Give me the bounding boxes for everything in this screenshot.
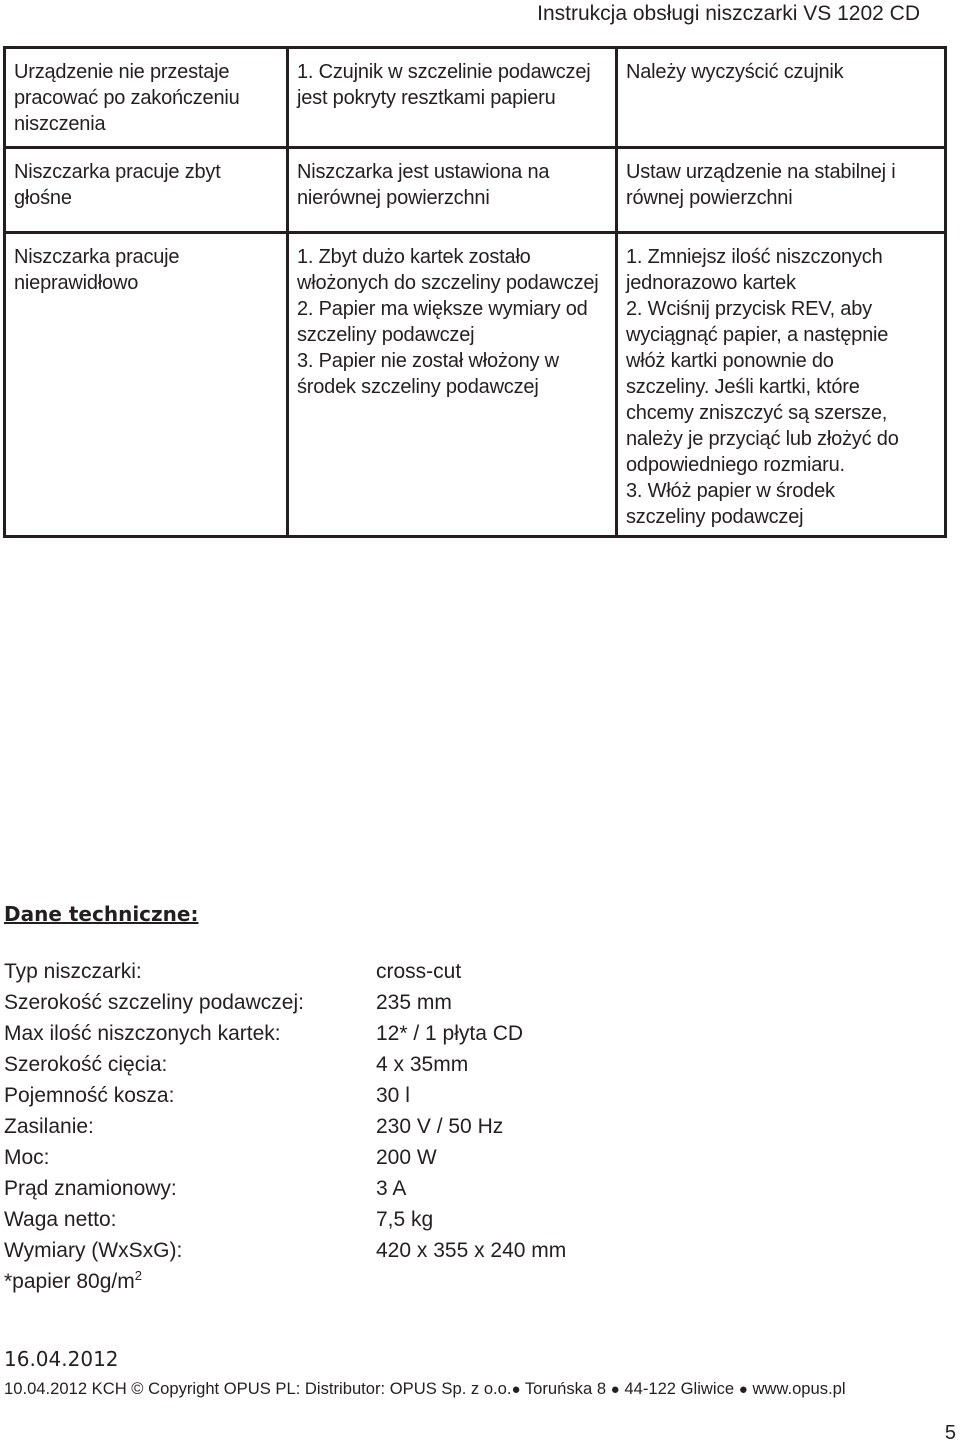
problem-text-line: Niszczarka pracuje zbyt	[14, 161, 221, 183]
spec-value: 230 V / 50 Hz	[376, 1115, 504, 1138]
problem-text-line: głośne	[14, 187, 72, 209]
spec-label: Wymiary (WxSxG):	[4, 1239, 183, 1262]
footnote-text: *papier 80g/m	[4, 1270, 135, 1293]
spec-value: 200 W	[376, 1146, 437, 1169]
bullet-icon: ●	[610, 1381, 620, 1398]
cause-text-line: 2. Papier ma większe wymiary od	[297, 298, 588, 320]
problem-text-line: Urządzenie nie przestaje	[14, 61, 230, 83]
solution-cell	[617, 48, 946, 148]
spec-value: 235 mm	[376, 991, 452, 1014]
copyright-footer	[4, 1376, 954, 1403]
footnote-superscript: 2	[134, 1268, 142, 1283]
spec-value: 420 x 355 x 240 mm	[376, 1239, 567, 1262]
problem-cell	[5, 148, 288, 233]
solution-text-line: równej powierzchni	[626, 187, 793, 209]
table-row	[5, 233, 946, 537]
cause-cell	[288, 233, 617, 537]
cause-text-line: szczeliny podawczej	[297, 324, 475, 346]
solution-text-line: chcemy zniszczyć są szersze,	[626, 402, 888, 424]
footer-copyright: 10.04.2012 KCH © Copyright OPUS PL: Distributor: OPUS Sp. z o.o.	[4, 1379, 512, 1398]
document-header-title: Instrukcja obsługi niszczarki VS 1202 CD	[537, 2, 920, 25]
table-row	[5, 148, 946, 233]
bullet-icon: ●	[511, 1381, 521, 1398]
bullet-icon: ●	[738, 1381, 748, 1398]
table-row	[5, 48, 946, 148]
footer-street: Toruńska 8	[524, 1379, 607, 1398]
solution-text-line: Ustaw urządzenie na stabilnej i	[626, 161, 896, 183]
solution-text-line: Należy wyczyścić czujnik	[626, 61, 844, 83]
solution-text-line: szczeliny podawczej	[626, 506, 804, 528]
cause-text-line: 3. Papier nie został włożony w	[297, 350, 559, 372]
solution-text-line: należy je przyciąć lub złożyć do	[626, 428, 899, 450]
cause-text-line: włożonych do szczeliny podawczej	[297, 272, 599, 294]
cause-text-line: 1. Zbyt dużo kartek zostało	[297, 246, 531, 268]
spec-label: Waga netto:	[4, 1208, 117, 1231]
solution-text-line: szczeliny. Jeśli kartki, które	[626, 376, 860, 398]
document-date: 16.04.2012	[4, 1347, 119, 1371]
footer-city: 44-122 Gliwice	[624, 1379, 735, 1398]
spec-label: Max ilość niszczonych kartek:	[4, 1022, 281, 1045]
solution-text-line: wyciągnąć papier, a następnie	[626, 324, 889, 346]
spec-value: 3 A	[376, 1177, 407, 1200]
page-number: 5	[944, 1422, 956, 1444]
spec-value: cross-cut	[376, 960, 462, 983]
spec-label: Szerokość cięcia:	[4, 1053, 168, 1076]
spec-label: Prąd znamionowy:	[4, 1177, 177, 1200]
footer-website: www.opus.pl	[752, 1379, 846, 1398]
solution-text-line: 2. Wciśnij przycisk REV, aby	[626, 298, 872, 320]
spec-value: 12* / 1 płyta CD	[376, 1022, 524, 1045]
spec-label: Moc:	[4, 1146, 50, 1169]
cause-text-line: jest pokryty resztkami papieru	[297, 87, 556, 109]
cause-text-line: środek szczeliny podawczej	[297, 376, 539, 398]
spec-label: Pojemność kosza:	[4, 1084, 175, 1107]
problem-text-line: niszczenia	[14, 113, 106, 135]
solution-text-line: jednorazowo kartek	[626, 272, 796, 294]
cause-cell	[288, 48, 617, 148]
solution-cell	[617, 233, 946, 537]
problem-text-line: Niszczarka pracuje	[14, 246, 180, 268]
spec-label: Szerokość szczeliny podawczej:	[4, 991, 304, 1014]
problem-text-line: nieprawidłowo	[14, 272, 139, 294]
solution-text-line: odpowiedniego rozmiaru.	[626, 454, 845, 476]
cause-text-line: 1. Czujnik w szczelinie podawczej	[297, 61, 591, 83]
problem-cell	[5, 233, 288, 537]
spec-value: 30 l	[376, 1084, 410, 1107]
cause-text-line: nierównej powierzchni	[297, 187, 490, 209]
problem-cell	[5, 48, 288, 148]
spec-value: 7,5 kg	[376, 1208, 434, 1231]
solution-text-line: 3. Włóż papier w środek	[626, 480, 835, 502]
troubleshooting-table	[3, 46, 947, 538]
specs-section-title: Dane techniczne:	[4, 902, 199, 926]
cause-text-line: Niszczarka jest ustawiona na	[297, 161, 550, 183]
cause-cell	[288, 148, 617, 233]
solution-cell	[617, 148, 946, 233]
spec-label: Zasilanie:	[4, 1115, 94, 1138]
spec-label: Typ niszczarki:	[4, 960, 142, 983]
solution-text-line: 1. Zmniejsz ilość niszczonych	[626, 246, 883, 268]
problem-text-line: pracować po zakończeniu	[14, 87, 240, 109]
spec-value: 4 x 35mm	[376, 1053, 469, 1076]
solution-text-line: włóż kartki ponownie do	[626, 350, 834, 372]
paper-footnote	[4, 1266, 142, 1297]
